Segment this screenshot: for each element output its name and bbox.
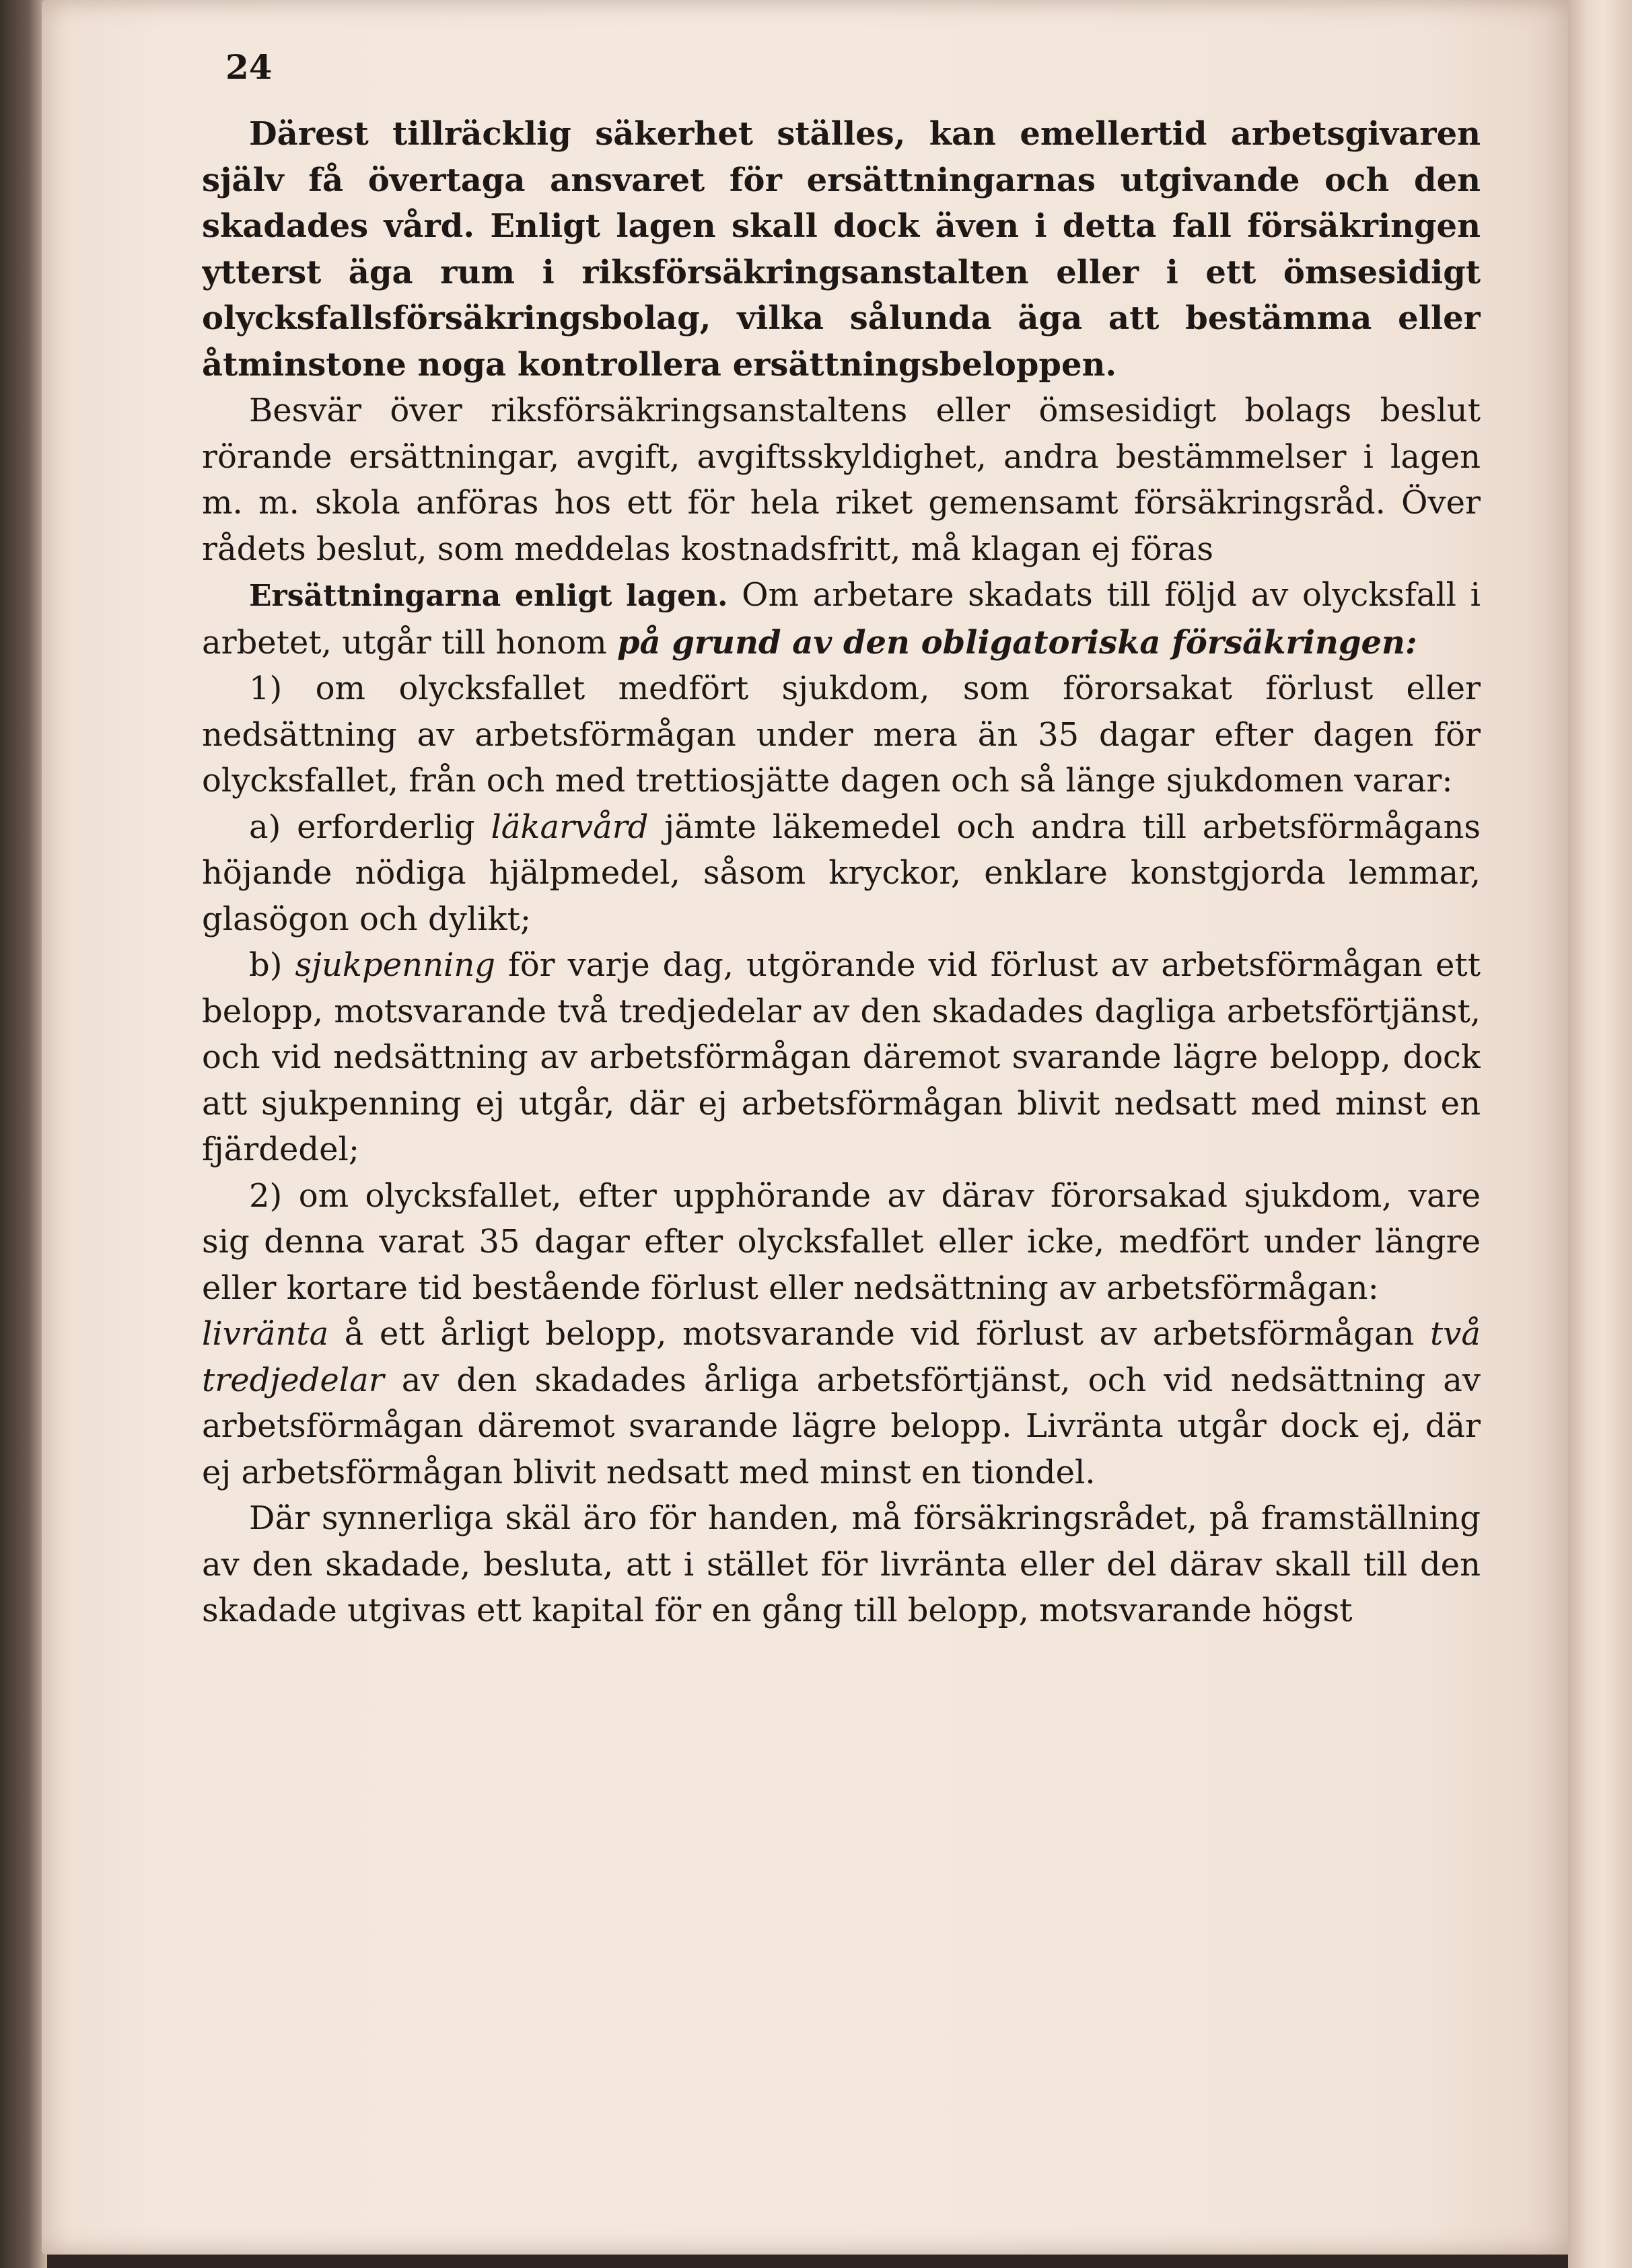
paragraph-text: för varje dag, utgörande vid förlust av arbetsförmågan ett belopp, motsvarande två tredjedelar av den skadades dagliga arbetsförtjänst, och vid nedsättning av arbetsförmågan däremot svarande lägre belopp, dock att sjukpenning ej utgår, där ej arbetsförmågan blivit nedsatt med minst en fjärdedel; (202, 946, 1481, 1168)
paragraph-lead: a) erforderlig (249, 808, 491, 846)
section-heading: Ersättningarna enligt lagen. (249, 579, 728, 613)
paragraph-text: Där synnerliga skäl äro för handen, må försäkringsrådet, på framställning av den skadade, besluta, att i stället för livränta eller del därav skall till den skadade utgivas ett kapital för en gång till belopp, motsvarande högst (202, 1499, 1481, 1629)
paragraph-appeals (202, 388, 1481, 572)
paragraph-italic: läkarvård (491, 808, 649, 846)
paragraph-italic: livränta (202, 1315, 329, 1353)
paragraph-text: Besvär över riksförsäkringsanstaltens eller ömsesidigt bolags beslut rörande ersättningar, avgift, avgiftsskyldighet, andra bestämmelser i lagen m. m. skola anföras hos ett för hela riket gemensamt försäkringsråd. Över rådets beslut, som meddelas kostnadsfritt, må klagan ej föras (202, 392, 1481, 568)
paragraph-item-b (202, 942, 1481, 1173)
paragraph-capital (202, 1495, 1481, 1634)
paragraph-text: jämte läkemedel och andra till arbetsförmågans höjande nödiga hjälpmedel, såsom kryckor, enklare konstgjorda lemmar, glasögon och dylikt; (202, 808, 1481, 938)
paragraph-item-2 (202, 1173, 1481, 1312)
paragraph-item-a (202, 804, 1481, 943)
paragraph-item-1 (202, 666, 1481, 804)
paragraph-security (202, 111, 1481, 388)
paragraph-compensation (202, 572, 1481, 666)
paragraph-text: å ett årligt belopp, motsvarande vid förlust av arbetsförmågan (328, 1315, 1430, 1353)
page-number: 24 (225, 47, 273, 87)
paragraph-italic: sjukpenning (295, 946, 495, 984)
left-page-edge (0, 0, 47, 2268)
paragraph-text: 1) om olycksfallet medfört sjukdom, som förorsakat förlust eller nedsättning av arbetsförmågan under mera än 35 dagar efter dagen för olycksfallet, från och med trettiosjätte dagen och så länge sjukdomen varar: (202, 670, 1481, 800)
paragraph-text: Därest tillräcklig säkerhet ställes, kan emellertid arbetsgivaren själv få övertaga ansvaret för ersättningarnas utgivande och den skadades vård. Enligt lagen skall dock även i detta fall försäkringen ytterst äga rum i riksförsäkringsanstalten eller i ett ömsesidigt olycksfallsförsäkringsbolag, vilka sålunda äga att bestämma eller åtminstone noga kontrollera ersättningsbeloppen. (202, 115, 1481, 384)
paragraph-text: Om arbetare skadats till följd av olycksfall i arbetet, utgår till honom (202, 576, 1481, 662)
paragraph-text: av den skadades årliga arbetsförtjänst, och vid nedsättning av arbetsförmågan däremot svarande lägre belopp. Livränta utgår dock ej, där ej arbetsförmågan blivit nedsatt med minst en tiondel. (202, 1361, 1481, 1491)
paragraph-italic: på grund av den obligatoriska försäkringen: (616, 623, 1417, 662)
paragraph-annuity (202, 1311, 1481, 1495)
body-text (202, 111, 1481, 2211)
right-page-gutter (1568, 0, 1632, 2268)
paragraph-lead: b) (249, 946, 295, 984)
paragraph-italic: två tredjedelar (202, 1315, 1481, 1399)
paragraph-text: 2) om olycksfallet, efter upphörande av därav förorsakad sjukdom, vare sig denna varat 35 dagar efter olycksfallet eller icke, medfört under längre eller kortare tid bestående förlust eller nedsättning av arbetsförmågan: (202, 1176, 1481, 1307)
